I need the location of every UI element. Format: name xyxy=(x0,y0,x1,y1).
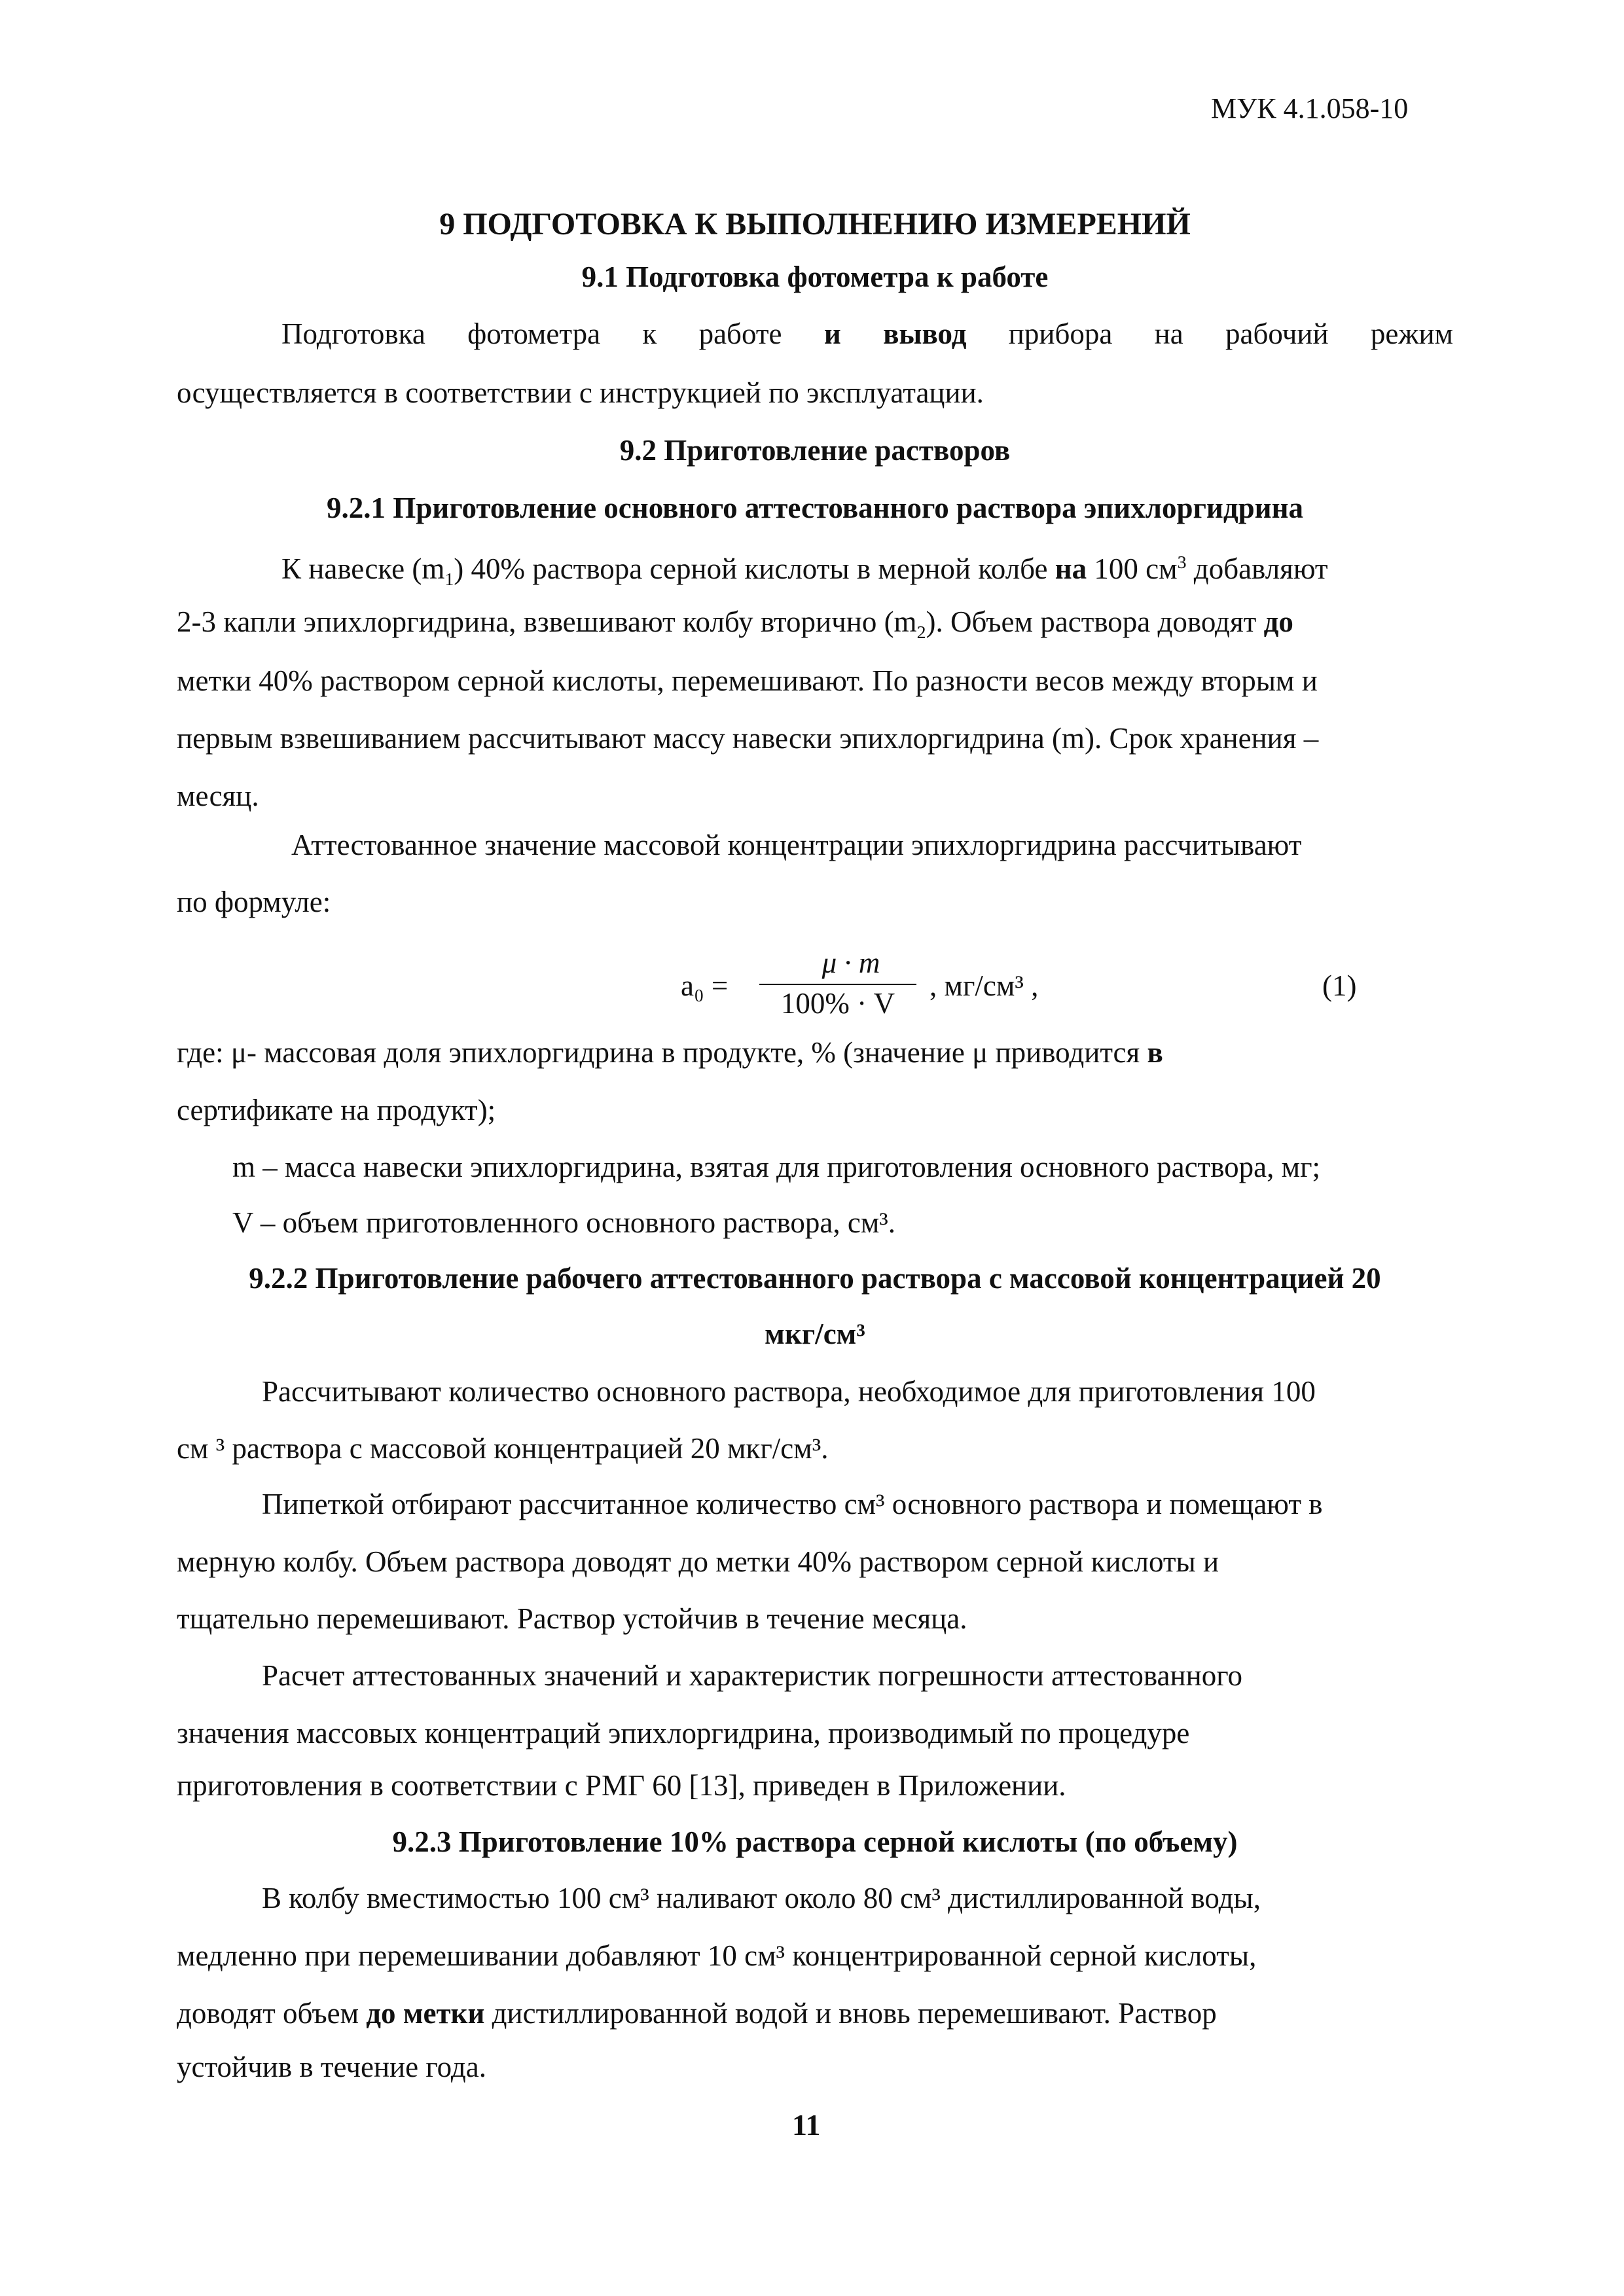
formula-unit: , мг/см³ , xyxy=(929,969,1039,1002)
formula-number: (1) xyxy=(1322,969,1357,1002)
paragraph-9-2-1-line-5: месяц. xyxy=(177,780,259,812)
paragraph-9-2-1-line-4: первым взвешиванием рассчитывают массу навески эпихлоргидрина (m). Срок хранения – xyxy=(177,722,1319,755)
paragraph-9-2-1-line-1: К навеске $(m_1)$ 40% раствора серной кислоты в мерной колбе на 100 $см^3$ добавляют xyxy=(281,552,1328,590)
paragraph-9-2-2-line-6: Расчет аттестованных значений и характеристик погрешности аттестованного xyxy=(262,1659,1243,1692)
section-9-1-title: 9.1 Подготовка фотометра к работе xyxy=(581,260,1049,293)
paragraph-9-1-line-2: осуществляется в соответствии с инструкцией по эксплуатации. xyxy=(177,376,984,409)
section-9-2-1-title: 9.2.1 Приготовление основного аттестованного раствора эпихлоргидрина xyxy=(326,492,1303,524)
paragraph-9-2-2-line-2: см ³ раствора с массовой концентрацией 20 мкг/см³. xyxy=(177,1432,829,1465)
fraction-bar xyxy=(759,984,916,985)
formula-1 xyxy=(681,946,1466,1031)
paragraph-9-2-1-line-3: метки 40% раствором серной кислоты, перемешивают. По разности весов между вторым и xyxy=(177,664,1318,697)
where-line-2: сертификате на продукт); xyxy=(177,1094,496,1126)
section-9-2-3-title: 9.2.3 Приготовление 10% раствора серной кислоты (по объему) xyxy=(392,1825,1238,1858)
page-number: 11 xyxy=(792,2108,821,2142)
paragraph-9-2-2-line-1: Рассчитывают количество основного раствора, необходимое для приготовления 100 xyxy=(262,1375,1316,1408)
where-line-3: m – масса навески эпихлоргидрина, взятая для приготовления основного раствора, мг; xyxy=(232,1151,1321,1183)
paragraph-9-1-line-1: Подготовка фотометра к работе и вывод прибора на рабочий режим xyxy=(281,317,1454,350)
paragraph-9-2-3-line-4: устойчив в течение года. xyxy=(177,2051,487,2083)
where-line-4: V – объем приготовленного основного раствора, см³. xyxy=(232,1206,896,1239)
paragraph-9-2-1-line-6: Аттестованное значение массовой концентрации эпихлоргидрина рассчитывают xyxy=(291,829,1302,861)
paragraph-9-2-2-line-7: значения массовых концентраций эпихлоргидрина, производимый по процедуре xyxy=(177,1717,1190,1749)
paragraph-9-2-1-line-7: по формуле: xyxy=(177,886,331,918)
section-9-2-2-title-line-1: 9.2.2 Приготовление рабочего аттестованного раствора с массовой концентрацией 20 xyxy=(249,1262,1381,1295)
paragraph-9-2-2-line-3: Пипеткой отбирают рассчитанное количество см³ основного раствора и помещают в xyxy=(262,1488,1323,1520)
paragraph-9-2-3-line-3: доводят объем до метки дистиллированной водой и вновь перемешивают. Раствор xyxy=(177,1997,1217,2030)
paragraph-9-2-2-line-4: мерную колбу. Объем раствора доводят до метки 40% раствором серной кислоты и xyxy=(177,1545,1219,1578)
section-9-2-title: 9.2 Приготовление растворов xyxy=(619,434,1011,467)
formula-numerator: μ · m xyxy=(821,946,880,979)
section-9-2-2-title-line-2: мкг/см³ xyxy=(765,1318,865,1350)
paragraph-9-2-3-line-1: В колбу вместимостью 100 см³ наливают около 80 см³ дистиллированной воды, xyxy=(262,1882,1261,1914)
formula-denominator: 100% · V xyxy=(780,987,895,1020)
section-9-title: 9 ПОДГОТОВКА К ВЫПОЛНЕНИЮ ИЗМЕРЕНИЙ xyxy=(439,207,1191,242)
paragraph-9-2-1-line-2: 2-3 капли эпихлоргидрина, взвешивают колбу вторично $(m_2)$. Объем раствора доводят до xyxy=(177,605,1293,643)
formula-lhs: a₀ = xyxy=(681,969,729,1002)
paragraph-9-2-3-line-2: медленно при перемешивании добавляют 10 см³ концентрированной серной кислоты, xyxy=(177,1939,1257,1972)
paragraph-9-2-2-line-8: приготовления в соответствии с РМГ 60 [13], приведен в Приложении. xyxy=(177,1769,1066,1802)
paragraph-9-2-2-line-5: тщательно перемешивают. Раствор устойчив в течение месяца. xyxy=(177,1602,967,1635)
where-line-1: где: μ- массовая доля эпихлоргидрина в продукте, % (значение μ приводится в xyxy=(177,1036,1163,1069)
document-code: МУК 4.1.058-10 xyxy=(1211,92,1409,124)
